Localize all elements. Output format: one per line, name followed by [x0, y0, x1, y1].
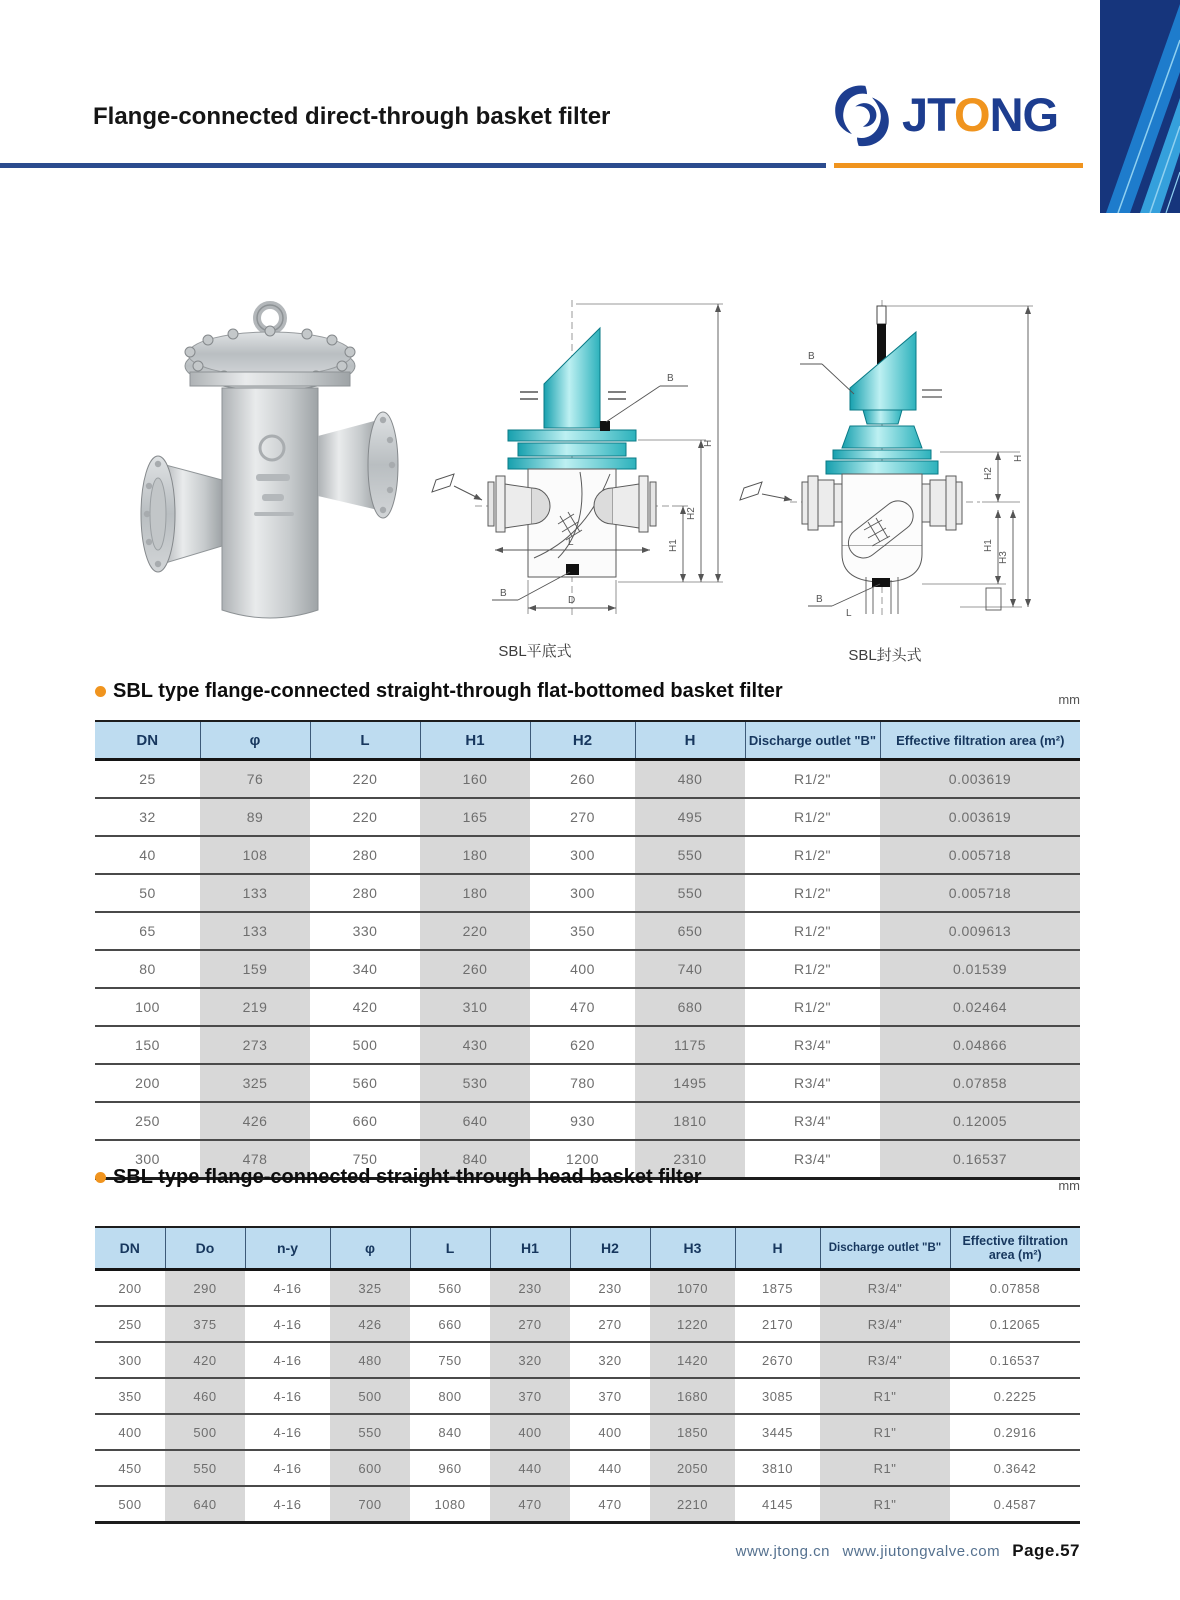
table-cell: 420 — [352, 999, 378, 1015]
column-header: DN — [95, 1227, 165, 1270]
table-cell: 750 — [438, 1352, 462, 1368]
table-cell: 25 — [139, 771, 156, 787]
table-cell: 0.04866 — [880, 1026, 1080, 1064]
table-cell: 840 — [420, 1140, 530, 1179]
table-cell: 550 — [165, 1450, 245, 1486]
table-cell: 200 — [135, 1075, 160, 1091]
top-drain-plug — [600, 421, 610, 431]
table-cell: 440 — [490, 1450, 570, 1486]
table-cell: 290 — [165, 1270, 245, 1307]
table-cell: 370 — [598, 1388, 622, 1404]
table-cell: 310 — [420, 988, 530, 1026]
table-cell: 273 — [200, 1026, 310, 1064]
table-row — [95, 950, 1080, 988]
dim-label-h1: H1 — [668, 539, 679, 552]
table-cell: 550 — [635, 874, 745, 912]
table-cell: 640 — [420, 1102, 530, 1140]
table-cell: 165 — [420, 798, 530, 836]
table-cell: 750 — [352, 1151, 378, 1167]
table-cell: 300 — [570, 885, 595, 901]
table-cell: 370 — [490, 1378, 570, 1414]
table-row — [95, 1306, 1080, 1342]
table-cell: R1" — [820, 1486, 950, 1523]
column-header: φ — [200, 721, 310, 760]
table-cell: 270 — [570, 809, 595, 825]
brand-logo — [832, 76, 1058, 156]
table-cell: 80 — [139, 961, 156, 977]
table-cell: R1/2" — [793, 809, 832, 825]
table-cell: 480 — [330, 1342, 410, 1378]
dim-label-h2: H2 — [686, 507, 697, 520]
table-cell: 3085 — [762, 1388, 793, 1404]
table-cell: 350 — [570, 923, 595, 939]
table-cell: R1/2" — [793, 847, 832, 863]
table-cell: 320 — [598, 1352, 622, 1368]
section-title-head-type: SBL type flange-connected straight-through head basket filter — [95, 1166, 702, 1189]
table-row — [95, 1378, 1080, 1414]
table2-container — [95, 1226, 1080, 1524]
page-number: Page.57 — [1012, 1541, 1080, 1560]
column-header: Effective filtration area (m²) — [880, 721, 1080, 760]
dim-label-h: H — [1013, 454, 1024, 462]
table-cell: 280 — [352, 885, 378, 901]
table-cell: 400 — [118, 1424, 142, 1440]
table-cell: 0.16537 — [989, 1352, 1041, 1368]
dim-label-d: D — [568, 595, 576, 606]
handle-wedge — [544, 328, 600, 428]
table-cell: 0.02464 — [880, 988, 1080, 1026]
table-cell: 0.07858 — [880, 1064, 1080, 1102]
column-header: H1 — [490, 1227, 570, 1270]
table-cell: 500 — [118, 1496, 142, 1512]
table-cell: 220 — [420, 912, 530, 950]
table-cell: 740 — [635, 950, 745, 988]
table-cell: 4-16 — [273, 1460, 302, 1476]
table-cell: 1175 — [635, 1026, 745, 1064]
table-cell: 40 — [139, 847, 156, 863]
table-cell: 230 — [490, 1270, 570, 1307]
table-cell: R3/4" — [820, 1342, 950, 1378]
section-title-flat-bottom: SBL type flange-connected straight-through flat-bottomed basket filter — [95, 680, 783, 703]
table-cell: 800 — [438, 1388, 462, 1404]
table-cell: R1/2" — [793, 885, 832, 901]
table-cell: 0.003619 — [880, 798, 1080, 836]
table-cell: R1/2" — [793, 923, 832, 939]
table-cell: 220 — [352, 771, 378, 787]
table-row — [95, 760, 1080, 799]
column-header: H2 — [570, 1227, 650, 1270]
table-cell: 2310 — [635, 1140, 745, 1179]
column-header: Effective filtration area (m²) — [950, 1227, 1080, 1270]
column-header: H2 — [530, 721, 635, 760]
table-cell: 680 — [635, 988, 745, 1026]
unit-label-mm: mm — [1058, 1178, 1080, 1193]
page-footer — [600, 1541, 1080, 1561]
table-cell: 430 — [420, 1026, 530, 1064]
table-cell: 133 — [200, 912, 310, 950]
table-header-row — [95, 721, 1080, 760]
table-cell: 300 — [135, 1151, 160, 1167]
table-cell: 470 — [490, 1486, 570, 1523]
column-header: n-y — [245, 1227, 330, 1270]
table-cell: 400 — [570, 961, 595, 977]
table-cell: 4-16 — [273, 1316, 302, 1332]
table-cell: 620 — [570, 1037, 595, 1053]
table-cell: 160 — [420, 760, 530, 799]
table-cell: R1" — [820, 1450, 950, 1486]
table-cell: 325 — [200, 1064, 310, 1102]
column-header: Do — [165, 1227, 245, 1270]
table-cell: 4-16 — [273, 1280, 302, 1296]
table-cell: 270 — [598, 1316, 622, 1332]
table-cell: 32 — [139, 809, 156, 825]
column-header: H1 — [420, 721, 530, 760]
wordmark-orange-o: O — [954, 88, 990, 141]
table-cell: 0.005718 — [880, 874, 1080, 912]
table-cell: 3445 — [762, 1424, 793, 1440]
dim-label-b-top: B — [667, 373, 674, 384]
table-row — [95, 1342, 1080, 1378]
table-cell: 500 — [330, 1378, 410, 1414]
table-cell: 0.16537 — [880, 1140, 1080, 1179]
table-cell: 150 — [135, 1037, 160, 1053]
table-cell: 400 — [598, 1424, 622, 1440]
table-cell: 219 — [200, 988, 310, 1026]
table-cell: 420 — [165, 1342, 245, 1378]
table-cell: 1875 — [762, 1280, 793, 1296]
table-cell: 2170 — [762, 1316, 793, 1332]
table-cell: 780 — [570, 1075, 595, 1091]
dim-label-b-top: B — [808, 351, 815, 362]
jtong-wordmark: JTONG — [902, 88, 1059, 141]
table-row — [95, 798, 1080, 836]
table-cell: 280 — [352, 847, 378, 863]
table-cell: 76 — [200, 760, 310, 799]
table1-container — [95, 720, 1080, 1180]
table-cell: 340 — [352, 961, 378, 977]
table-cell: 500 — [352, 1037, 378, 1053]
table-cell: 1680 — [650, 1378, 735, 1414]
table-cell: R3/4" — [793, 1151, 832, 1167]
table-row — [95, 836, 1080, 874]
table-cell: 1495 — [635, 1064, 745, 1102]
table-cell: 640 — [165, 1486, 245, 1523]
table-cell: 230 — [598, 1280, 622, 1296]
table-cell: 4-16 — [273, 1424, 302, 1440]
table-cell: 450 — [118, 1460, 142, 1476]
table-cell: R1" — [820, 1414, 950, 1450]
table-cell: 0.12065 — [989, 1316, 1041, 1332]
table-cell: 180 — [420, 874, 530, 912]
table-cell: 325 — [330, 1270, 410, 1307]
table-cell: 1420 — [650, 1342, 735, 1378]
table-row — [95, 1102, 1080, 1140]
table-cell: 4145 — [762, 1496, 793, 1512]
table-cell: 2210 — [650, 1486, 735, 1523]
table-cell: 930 — [570, 1113, 595, 1129]
column-header: L — [410, 1227, 490, 1270]
table-cell: R1/2" — [793, 771, 832, 787]
bullet-icon — [95, 1172, 106, 1183]
table-cell: R3/4" — [793, 1113, 832, 1129]
table-cell: 0.2916 — [993, 1424, 1037, 1440]
table-cell: 1220 — [650, 1306, 735, 1342]
table-cell: 50 — [139, 885, 156, 901]
jtong-swirl-icon — [832, 76, 892, 154]
table-cell: 660 — [438, 1316, 462, 1332]
table-cell: 250 — [135, 1113, 160, 1129]
table-cell: 375 — [165, 1306, 245, 1342]
table-cell: 0.005718 — [880, 836, 1080, 874]
header-rule-orange — [834, 163, 1083, 168]
head-type-dimensions-table — [95, 1226, 1080, 1524]
column-header: H — [635, 721, 745, 760]
unit-label-mm: mm — [1058, 692, 1080, 707]
table-row — [95, 1026, 1080, 1064]
table-row — [95, 988, 1080, 1026]
table-cell: 660 — [352, 1113, 378, 1129]
table-row — [95, 1486, 1080, 1523]
table-header-row — [95, 1227, 1080, 1270]
table-cell: 0.07858 — [989, 1280, 1041, 1296]
bullet-icon — [95, 686, 106, 697]
table-cell: 0.2225 — [993, 1388, 1037, 1404]
table-cell: 350 — [118, 1388, 142, 1404]
table-cell: R1" — [820, 1378, 950, 1414]
column-header: Discharge outlet "B" — [745, 721, 880, 760]
table-cell: 550 — [330, 1414, 410, 1450]
table-cell: 4-16 — [273, 1496, 302, 1512]
table-cell: 960 — [438, 1460, 462, 1476]
column-header: L — [310, 721, 420, 760]
table-cell: 270 — [490, 1306, 570, 1342]
header-rule-blue — [0, 163, 826, 168]
caption-flat-bottom: SBL平底式 — [498, 643, 572, 660]
table-cell: 200 — [118, 1280, 142, 1296]
table-cell: 0.01539 — [880, 950, 1080, 988]
table-cell: 4-16 — [273, 1388, 302, 1404]
table-cell: R3/4" — [793, 1037, 832, 1053]
table-cell: R3/4" — [793, 1075, 832, 1091]
table-cell: 1850 — [650, 1414, 735, 1450]
table-cell: 1810 — [635, 1102, 745, 1140]
dim-label-h: H — [703, 439, 714, 447]
table-cell: 550 — [635, 836, 745, 874]
footer-url-jtong[interactable]: www.jtong.cn — [735, 1543, 830, 1560]
flat-bottom-dimensions-table — [95, 720, 1080, 1180]
column-header: H — [735, 1227, 820, 1270]
table-cell: 470 — [570, 999, 595, 1015]
table-cell: 65 — [139, 923, 156, 939]
table-cell: 3810 — [762, 1460, 793, 1476]
dim-label-l: L — [846, 608, 852, 619]
table-cell: 2050 — [650, 1450, 735, 1486]
table-cell: 250 — [118, 1316, 142, 1332]
table-cell: 480 — [635, 760, 745, 799]
table-cell: 300 — [118, 1352, 142, 1368]
table-cell: 2670 — [762, 1352, 793, 1368]
table-cell: 330 — [352, 923, 378, 939]
table-cell: 100 — [135, 999, 160, 1015]
caption-head-type: SBL封头式 — [848, 647, 922, 664]
table-cell: 108 — [200, 836, 310, 874]
table-cell: 0.3642 — [993, 1460, 1037, 1476]
table-cell: 320 — [490, 1342, 570, 1378]
dim-label-l: L — [568, 537, 574, 548]
table-cell: 4-16 — [273, 1352, 302, 1368]
table-cell: 478 — [200, 1140, 310, 1179]
table-cell: 530 — [420, 1064, 530, 1102]
table-cell: 133 — [200, 874, 310, 912]
table-cell: 159 — [200, 950, 310, 988]
table-cell: 0.009613 — [880, 912, 1080, 950]
column-header: φ — [330, 1227, 410, 1270]
table-cell: 260 — [420, 950, 530, 988]
corner-decoration-band — [1100, 0, 1180, 213]
table-cell: 460 — [165, 1378, 245, 1414]
table-cell: 260 — [570, 771, 595, 787]
table-cell: 426 — [200, 1102, 310, 1140]
column-header: H3 — [650, 1227, 735, 1270]
table-cell: 700 — [330, 1486, 410, 1523]
table-cell: R3/4" — [820, 1306, 950, 1342]
table-cell: 600 — [330, 1450, 410, 1486]
table-cell: 840 — [438, 1424, 462, 1440]
bottom-drain-plug — [872, 578, 890, 587]
table-row — [95, 1450, 1080, 1486]
dim-label-h1: H1 — [983, 539, 994, 552]
table-cell: 560 — [438, 1280, 462, 1296]
footer-url-jiutongvalve[interactable]: www.jiutongvalve.com — [842, 1543, 1001, 1560]
diagram-head-type — [730, 292, 1035, 622]
table-row — [95, 1064, 1080, 1102]
table-cell: 180 — [420, 836, 530, 874]
table-cell: R3/4" — [820, 1270, 950, 1307]
table-cell: 440 — [598, 1460, 622, 1476]
page-title: Flange-connected direct-through basket filter — [93, 103, 611, 130]
dim-label-b-bottom: B — [816, 594, 823, 605]
table-cell: 300 — [570, 847, 595, 863]
table-cell: 426 — [330, 1306, 410, 1342]
column-header: Discharge outlet "B" — [820, 1227, 950, 1270]
table-cell: 500 — [165, 1414, 245, 1450]
product-photo — [120, 288, 415, 638]
column-header: DN — [95, 721, 200, 760]
table-cell: 89 — [200, 798, 310, 836]
table-row — [95, 912, 1080, 950]
table-cell: 220 — [352, 809, 378, 825]
table-row — [95, 1414, 1080, 1450]
table-cell: 0.4587 — [993, 1496, 1037, 1512]
diagram-flat-bottom — [420, 292, 725, 622]
table-cell: 0.12005 — [880, 1102, 1080, 1140]
table-cell: 560 — [352, 1075, 378, 1091]
table-cell: 1080 — [434, 1496, 466, 1512]
table-cell: 0.003619 — [880, 760, 1080, 799]
dim-label-b-bottom: B — [500, 588, 507, 599]
table-cell: R1/2" — [793, 999, 832, 1015]
table-cell: 1070 — [650, 1270, 735, 1307]
table-row — [95, 1270, 1080, 1307]
dim-label-h3: H3 — [998, 551, 1009, 564]
table-cell: 470 — [598, 1496, 622, 1512]
dim-label-h2: H2 — [983, 467, 994, 480]
table-cell: 650 — [635, 912, 745, 950]
table-cell: R1/2" — [793, 961, 832, 977]
table-cell: 495 — [635, 798, 745, 836]
table-row — [95, 874, 1080, 912]
table-cell: 400 — [490, 1414, 570, 1450]
table-cell: 1200 — [565, 1151, 600, 1167]
